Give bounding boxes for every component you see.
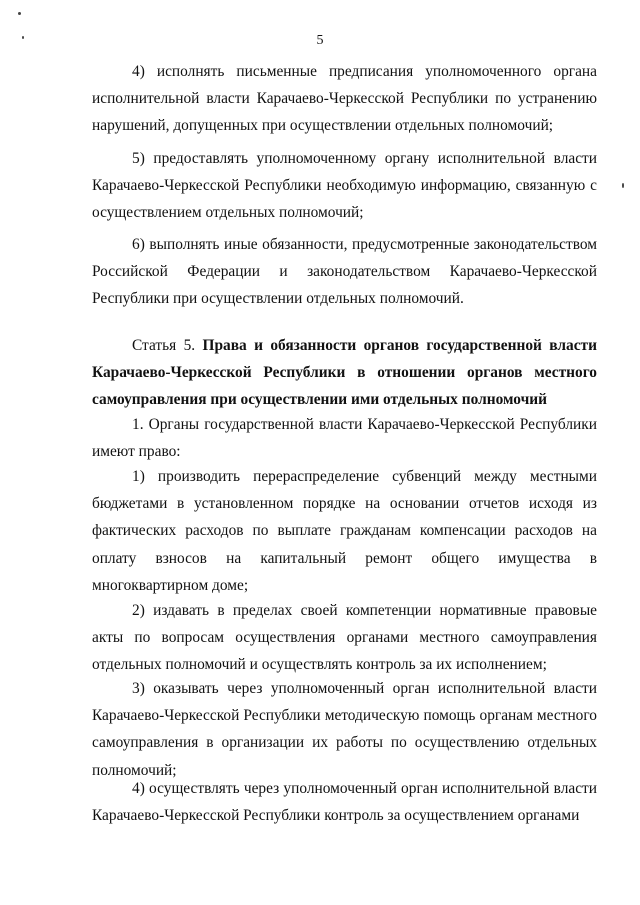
scan-speck [18, 12, 21, 15]
scan-speck [622, 183, 624, 188]
article-label: Статья 5. [132, 337, 196, 354]
article-subitem-4: 4) осуществлять через уполномоченный орган исполнительной власти Карачаево-Черкесской Республики контроль за осуществлением органами [92, 780, 597, 825]
article-paragraph-1: 1. Органы государственной власти Карачаево-Черкесской Республики имеют право: [92, 416, 597, 461]
article-subitem-2: 2) издавать в пределах своей компетенции нормативные правовые акты по вопросам осуществления органами местного самоуправления отдельных полномочий и осуществлять контроль за их исполнением; [92, 602, 597, 674]
article-subitem-1: 1) производить перераспределение субвенций между местными бюджетами в установленном порядке на основании отчетов исходя из фактических расходов по выплате гражданам компенсации расходов на оплату взносов на капитальный ремонт общего имущества в многоквартирном доме; [92, 468, 597, 594]
article-subitem-3: 3) оказывать через уполномоченный орган исполнительной власти Карачаево-Черкесской Республики методическую помощь органам местного самоуправления в организации их работы по осуществлению отдельных полномочий; [92, 680, 597, 779]
paragraph-item-4: 4) исполнять письменные предписания уполномоченного органа исполнительной власти Карачаево-Черкесской Республики по устранению нарушений, допущенных при осуществлении отдельных полномочий; [92, 63, 597, 135]
article-heading [92, 332, 597, 414]
page-number: 5 [316, 33, 324, 48]
paragraph-item-5: 5) предоставлять уполномоченному органу исполнительной власти Карачаево-Черкесской Республики необходимую информацию, связанную с осуществлением отдельных полномочий; [92, 150, 597, 222]
article-title: Права и обязанности органов государственной власти Карачаево-Черкесской Республики в отношении органов местного самоуправления при осуществлении ими отдельных полномочий [92, 337, 597, 409]
paragraph-item-6: 6) выполнять иные обязанности, предусмотренные законодательством Российской Федерации и законодательством Карачаево-Черкесской Республики при осуществлении отдельных полномочий. [92, 236, 597, 308]
